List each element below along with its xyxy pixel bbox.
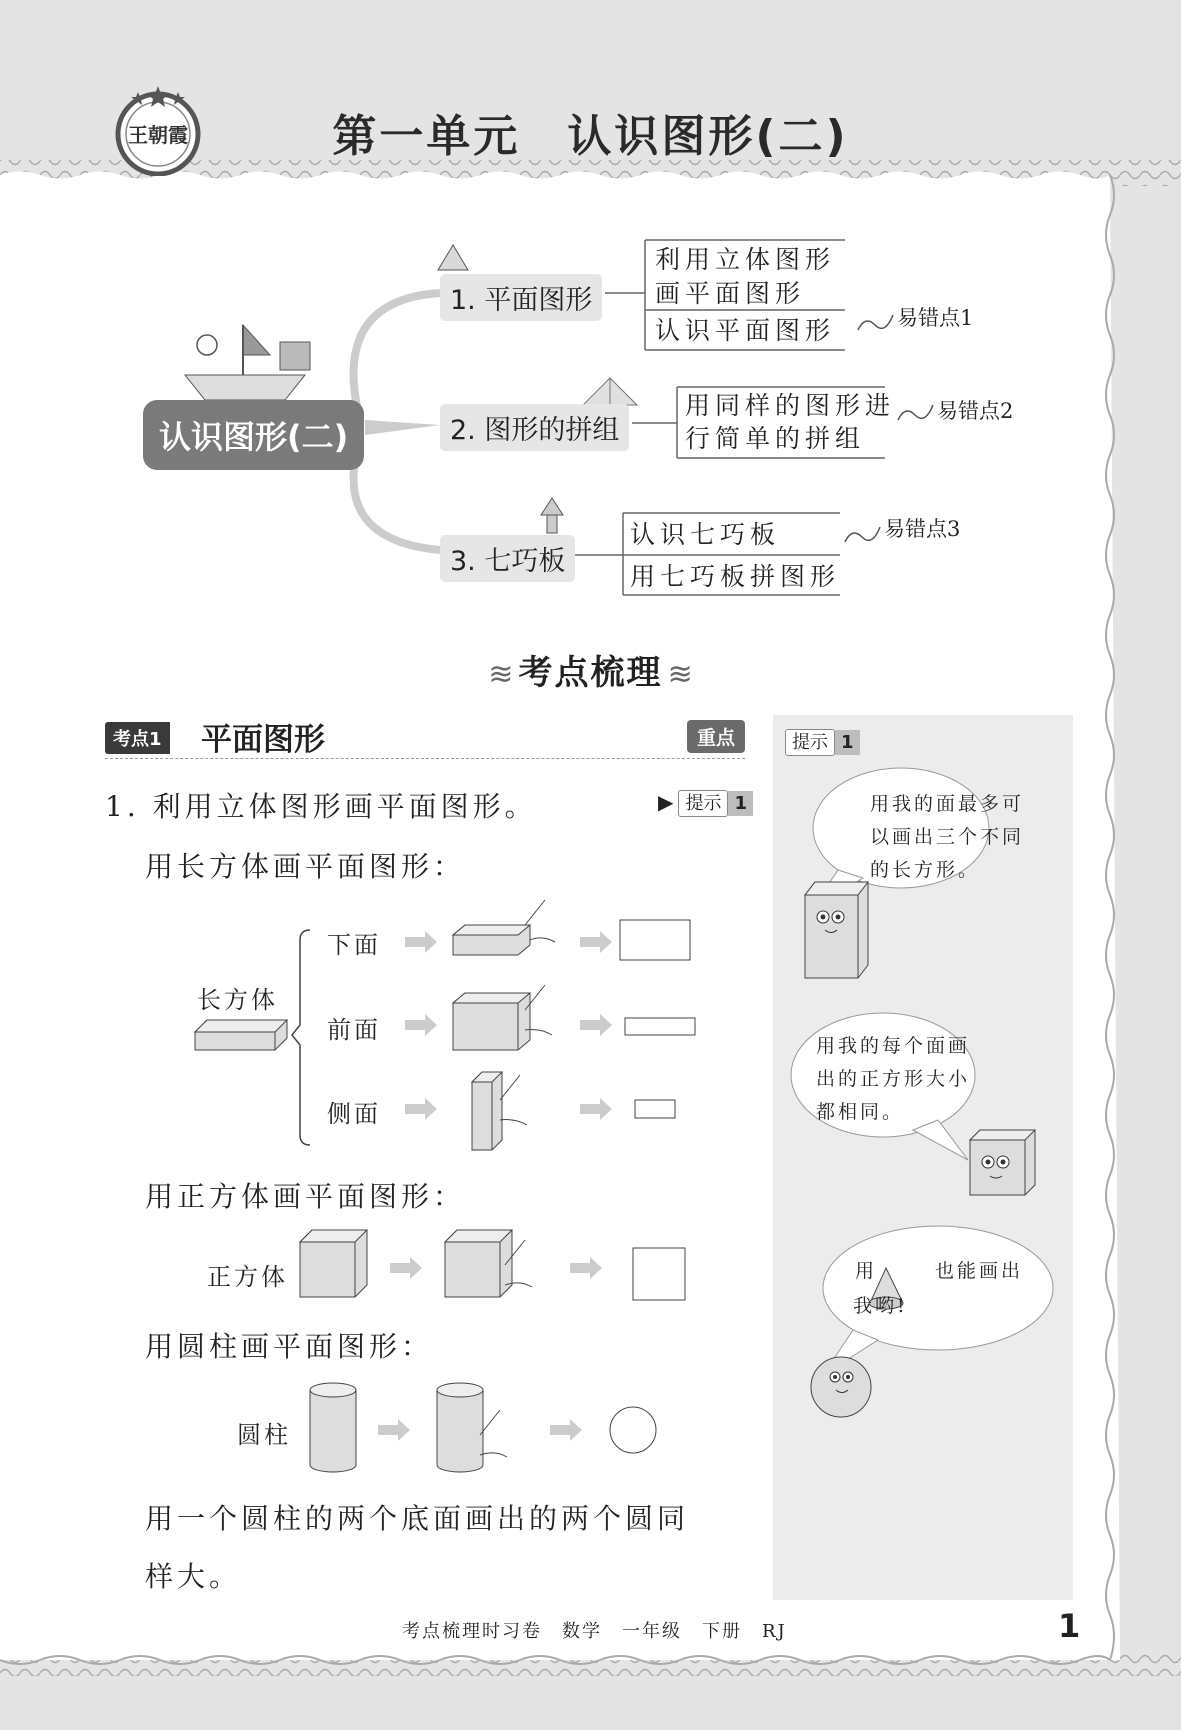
cuboid-front-trace-icon [453, 985, 552, 1050]
mindmap-leaf-2-1: 用同样的图形进 行简单的拼组 [685, 391, 896, 453]
circle-character-icon [811, 1357, 871, 1417]
conclusion-line-2: 样大。 [145, 1560, 242, 1593]
cylinder-trace-icon [437, 1383, 507, 1472]
cuboid-label: 长方体 [197, 986, 278, 1014]
arrow-up-icon [541, 498, 563, 533]
speech-bubble-1: 用我的面最多可 以画出三个不同 的长方形。 [870, 793, 1025, 881]
mindmap-root: 认识图形(二) [143, 400, 364, 470]
cuboid-character-icon [805, 882, 868, 978]
point-tag: 考点1 [105, 722, 170, 754]
cube-character-icon [970, 1130, 1035, 1195]
page-number: 1 [1058, 1607, 1081, 1645]
mindmap-branch-2: 2. 图形的拼组 [440, 404, 629, 451]
mindmap-branch-1: 1. 平面图形 [440, 274, 602, 321]
wave-left-icon: ≋ [488, 657, 514, 692]
question-1: 1. 利用立体图形画平面图形。 [105, 790, 537, 823]
section-title: 考点梳理 [518, 653, 663, 693]
mistake-note-3: 易错点3 [884, 517, 961, 541]
cylinder-icon [310, 1383, 356, 1472]
cuboid-intro: 用长方体画平面图形： [145, 850, 466, 883]
section-header [0, 645, 1181, 694]
mindmap-leaf-1-2: 认识平面图形 [655, 316, 836, 345]
mindmap-branch-3: 3. 七巧板 [440, 535, 575, 582]
point-title: 平面图形 [201, 722, 325, 758]
shape-boat-icon [185, 325, 310, 400]
cuboid-diagram [180, 890, 720, 1180]
cube-trace-icon [445, 1230, 532, 1297]
cylinder-diagram [305, 1380, 705, 1480]
q1-hint-label: 提示 [678, 790, 728, 817]
cube-intro: 用正方体画平面图形： [145, 1180, 466, 1213]
speech-bubble-2: 用我的每个面画 出的正方形大小 都相同。 [816, 1035, 971, 1123]
q1-hint [658, 789, 753, 815]
sidebar-hint-label: 提示 [785, 729, 835, 756]
face-label-bottom: 下面 [327, 931, 381, 959]
mindmap-leaf-3-1: 认识七巧板 [630, 520, 781, 549]
speech-bubble-3-post: 也能画出 [935, 1260, 1024, 1282]
cube-icon [300, 1230, 367, 1297]
triangle-pair-icon [583, 378, 637, 405]
point-header [105, 718, 745, 759]
sidebar-hint-num: 1 [835, 730, 860, 755]
cube-diagram [295, 1225, 715, 1315]
cylinder-intro: 用圆柱画平面图形： [145, 1330, 434, 1363]
cuboid-icon [195, 1020, 287, 1050]
play-arrow-icon: ▶ [658, 790, 674, 814]
svg-text:王朝霞: 王朝霞 [128, 123, 188, 147]
face-label-front: 前面 [327, 1016, 381, 1044]
key-point-badge: 重点 [687, 720, 745, 753]
cuboid-side-trace-icon [472, 1072, 527, 1150]
page-title: 第一单元 认识图形(二) [332, 111, 849, 162]
cube-label: 正方体 [207, 1263, 288, 1291]
mindmap-leaf-3-2: 用七巧板拼图形 [630, 562, 841, 591]
footer-text: 考点梳理时习卷 数学 一年级 下册 RJ [402, 1621, 787, 1642]
conclusion-line-1: 用一个圆柱的两个底面画出的两个圆同 [145, 1502, 690, 1535]
mistake-note-2: 易错点2 [937, 399, 1014, 423]
speech-bubble-3-line2: 我哟! [853, 1295, 908, 1317]
triangle-pencil-icon [438, 245, 468, 270]
wave-right-icon: ≋ [667, 657, 693, 692]
mindmap-leaf-1-1: 利用立体图形 画平面图形 [655, 245, 836, 308]
sidebar-hint-header [785, 728, 860, 754]
mistake-note-1: 易错点1 [897, 306, 974, 330]
face-label-side: 侧面 [327, 1100, 381, 1128]
cylinder-label: 圆柱 [237, 1421, 291, 1449]
speech-bubble-3-pre: 用 [855, 1260, 878, 1282]
q1-hint-num: 1 [728, 791, 753, 816]
cuboid-bottom-trace-icon [453, 900, 555, 955]
